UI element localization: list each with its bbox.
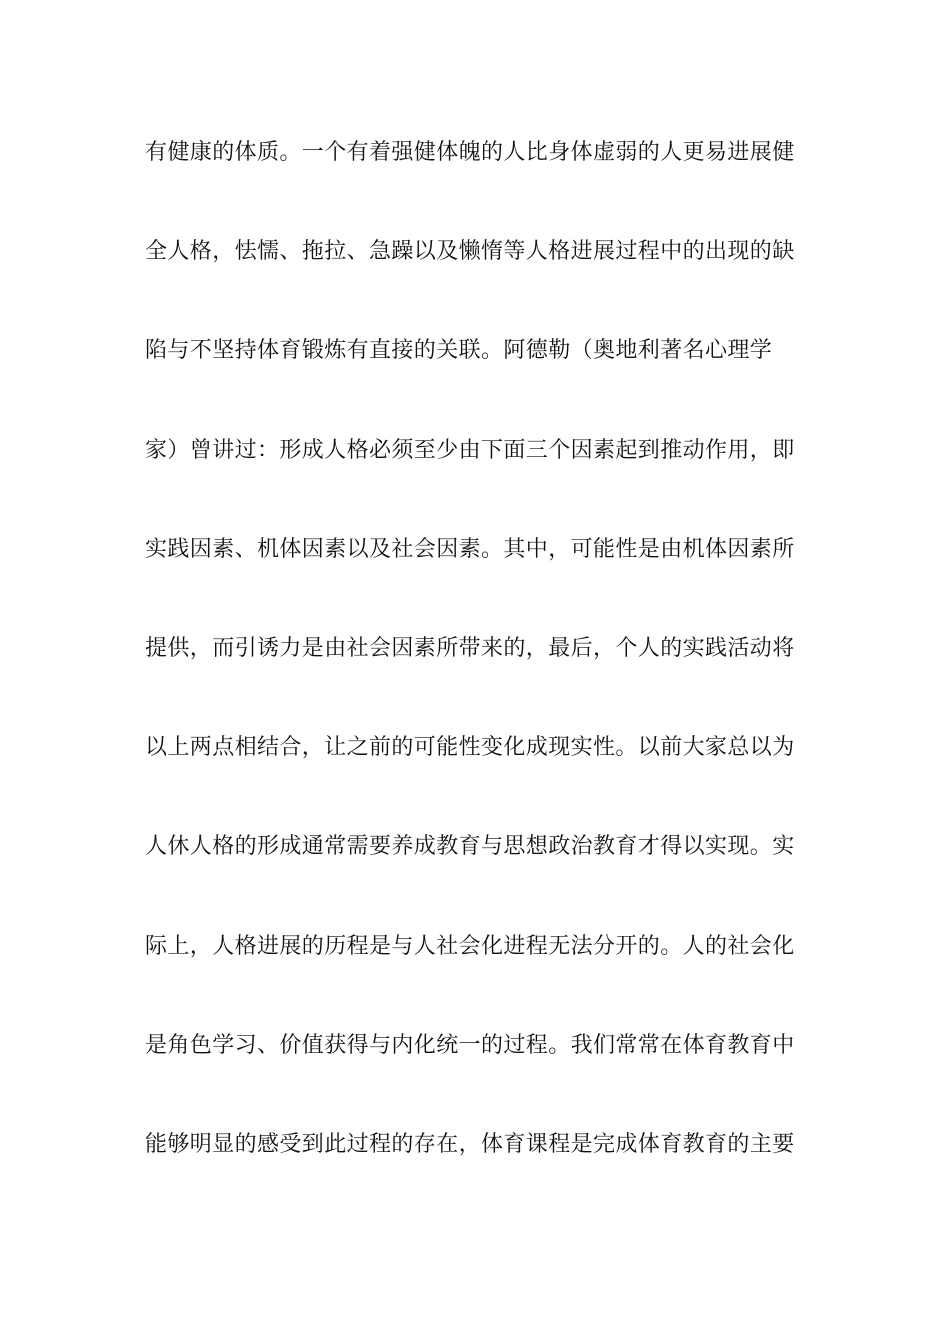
text-line: 能够明显的感受到此过程的存在，体育课程是完成体育教育的主要	[145, 1131, 795, 1157]
text-line: 全人格，怯懦、拖拉、急躁以及懒惰等人格进展过程中的出现的缺	[145, 239, 795, 265]
text-line: 陷与不坚持体育锻炼有直接的关联。阿德勒（奥地利著名心理学	[145, 338, 773, 364]
text-line: 是角色学习、价值获得与内化统一的过程。我们常常在体育教育中	[145, 1032, 795, 1058]
body-text	[145, 133, 815, 1224]
text-line: 实践因素、机体因素以及社会因素。其中，可能性是由机体因素所	[145, 536, 795, 562]
text-line: 有健康的体质。一个有着强健体魄的人比身体虚弱的人更易进展健	[145, 140, 795, 165]
text-line: 人休人格的形成通常需要养成教育与思想政治教育才得以实现。实	[145, 834, 795, 860]
text-line: 提供，而引诱力是由社会因素所带来的，最后，个人的实践活动将	[145, 635, 795, 661]
text-line: 以上两点相结合，让之前的可能性变化成现实性。以前大家总以为	[145, 735, 795, 761]
text-line: 家）曾讲过：形成人格必须至少由下面三个因素起到推动作用，即	[145, 437, 795, 463]
text-line: 际上，人格进展的历程是与人社会化进程无法分开的。人的社会化	[145, 933, 795, 959]
